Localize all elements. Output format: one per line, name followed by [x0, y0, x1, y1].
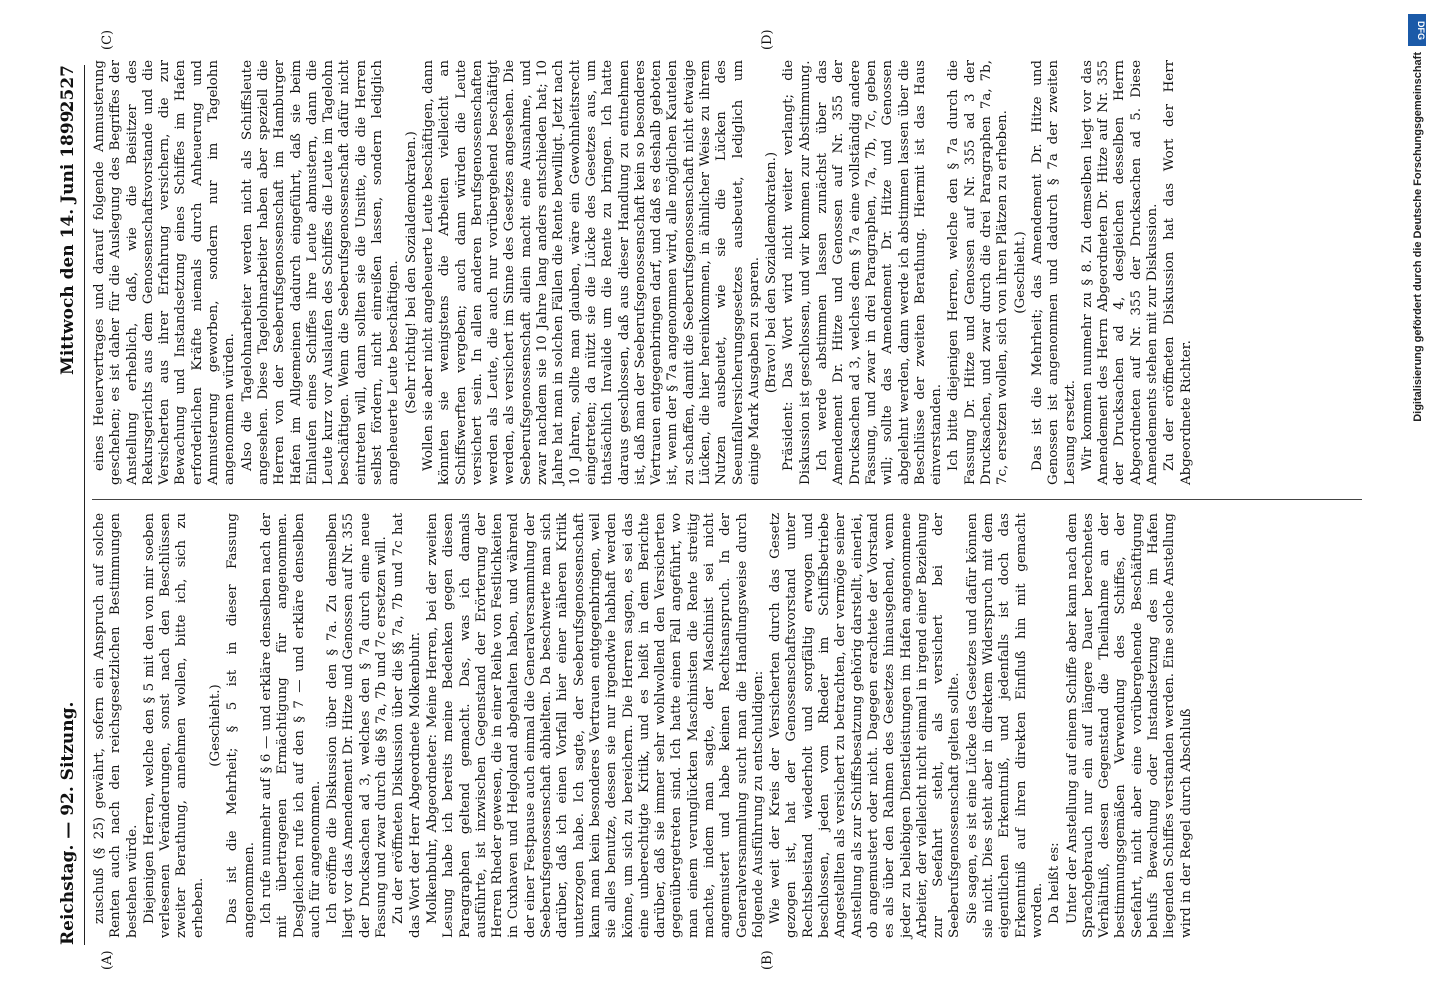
paragraph: Diejenigen Herren, welche den § 5 mit den von mir soeben verlesenen Veränderungen, sonst nach den Beschlüssen zweiter Berathung, annehmen wollen, bitte ich, sich zu erheben. — [141, 513, 206, 938]
paragraph: Also die Tagelohnarbeiter werden nicht als Schiffsleute angesehen. Diese Tagelohnarbeiter haben aber speziell die Herren von der Seeberufsgenossenschaft im Hamburger Hafen im Allgemeinen dadurch eingeführt, daß sie beim Einlaufen eines Schiffes ihre Leute abmustern, dann die Leute kurz vor Auslaufen des Schiffes die Leute im Tagelohn beschäftigen. Wenn die Seeberufsgenossenschaft dafür nicht eintreten will, dann sollten sie die Unsitte, die die Herren selbst fördern, nicht einreißen lassen, sondern lediglich angeheuerte Leute beschäftigen. — [239, 60, 402, 485]
quotation: Unter der Anstellung auf einem Schiffe aber kann nach dem Sprachgebrauch nur ein auf längere Dauer berechnetes Verhältniß, dessen Gegenstand die Theilnahme an der bestimmungsgemäßen Verwendung des Schiffes, der Seefahrt, nicht aber eine vorübergehende Beschäftigung behufs Bewachung oder Instandsetzung des im Hafen liegenden Schiffes verstanden werden. Eine solche Anstellung wird in der Regel durch Abschluß — [1064, 513, 1194, 938]
president-speech: Präsident: Das Wort wird nicht weiter verlangt; die Diskussion ist geschlossen, und wir kommen zur Abstimmung. — [781, 60, 813, 485]
dfg-logo: DFG — [1408, 14, 1426, 46]
stage-direction: (Geschieht.) — [1012, 231, 1028, 314]
margin-marker-b: (B) — [760, 950, 775, 970]
paragraph: Wir kommen nunmehr zu § 8. Zu demselben liegt vor das Amendement des Herrn Abgeordneten Dr. Hitze auf Nr. 355 der Drucksachen ad 4, desgleichen desselben Herrn Abgeordneten auf Nr. 355 der Drucksachen ad 5. Diese Amendements stehen mit zur Diskussion. — [1079, 60, 1160, 485]
quotation: Wie weit der Kreis der Versicherten durch das Gesetz gezogen ist, hat der Genossenschaftsvorstand unter Rechtsbeistand wiederholt und sorgfältig erwogen und beschlossen, jeden vom Rheder im Schiffsbetriebe Angestellten als versichert zu betrachten, der vermöge seiner Anstellung als zur Schiffsbesatzung gehörig darstellt, einerlei, ob angemustert oder nicht. Dagegen erachtete der Vorstand es als über den Rahmen des Gesetzes hinausgehend, wenn jeder zu beliebigen Dienstleistungen im Hafen angenommene Arbeiter, der vielleicht nicht einmal in irgend einer Beziehung zur Seefahrt steht, als versichert bei der Seeberufsgenossenschaft gelten sollte. — [768, 513, 963, 938]
header-page-number: 2527 — [58, 65, 78, 113]
header-session: Reichstag. — 92. Sitzung. — [58, 701, 78, 945]
column-divider — [92, 499, 1362, 500]
paragraph: Zu der eröffneten Diskussion über die §§ 7a, 7b und 7c hat das Wort der Herr Abgeordnete Molkenbuhr. — [391, 513, 423, 938]
paragraph: Sie sagen, es ist eine Lücke des Gesetzes und dafür können sie nicht. Dies steht aber in direktem Widerspruch mit dem eigentlichen Erkenntniß, und jedenfalls ist doch das Erkenntniß auf ihren direkten Einfluß hin mit gemacht worden. — [964, 513, 1045, 938]
paragraph: Ich eröffne die Diskussion über den § 7a. Zu demselben liegt vor das Amendement Dr. Hitze und Genossen auf Nr. 355 der Drucksachen ad 3, welches den § 7a durch eine neue Fassung und zwar durch die §§ 7a, 7b und 7c ersetzen will. — [325, 513, 390, 938]
paragraph: zuschuß (§ 25) gewährt, sofern ein Anspruch auf solche Renten auch nach den reichsgesetzlichen Bestimmungen bestehen würde. — [92, 513, 140, 938]
digitization-credit — [1406, 6, 1426, 996]
paragraph: Da heißt es: — [1047, 842, 1063, 924]
page-header — [58, 65, 80, 945]
right-column — [92, 60, 1196, 485]
header-date: Mittwoch den 14. Juni 1899. — [58, 104, 78, 375]
stage-direction: (Bravo! bei den Sozialdemokraten.) — [764, 151, 780, 394]
paragraph: Ich rufe nunmehr auf § 6 — und erkläre denselben nach der mit übertragenen Ermächtigung für angenommen. Desgleichen rufe ich auf den § 7 — und erkläre denselben auch für angenommen. — [258, 513, 323, 938]
margin-marker-d: (D) — [760, 29, 775, 50]
speech-molkenbuhr: Molkenbuhr, Abgeordneter: Meine Herren, bei der zweiten Lesung habe ich bereits meine Bedenken gegen diesen Paragraphen geltend gemacht. Das, was ich damals ausführte, ist inzwischen Gegenstand der Erörterung der Herren Rheder gewesen, die in einer Reihe von Festlichkeiten in Cuxhaven und Helgoland abgehalten haben, und während der einer Festpause auch einmal die Generalversammlung der Seeberufsgenossenschaft abhielten. Da beschwerte man sich darüber, daß ich einen Vorfall hier einer näheren Kritik unterzogen habe. Ich sagte, der Seeberufsgenossenschaft kann man kein besonderes Vertrauen entgegenbringen, weil sie alles benutze, dessen sie nur irgendwie habhaft werden könne, um sich zu bereichern. Die Herren sagen, es sei das eine unberechtigte Kritik, und es heißt in dem Berichte darüber, daß sie immer sehr wohlwollend den Versicherten gegenübergetreten sind. Ich hatte einen Fall angeführt, wo man einem verunglückten Maschinisten die Rente streitig machte, indem man sagte, der Maschinist sei nicht angemustert und habe keinen Rechtsanspruch. In der Generalversammlung sucht man die Handlungsweise durch folgende Ausführung zu entschuldigen: — [424, 513, 766, 938]
margin-marker-c: (C) — [100, 29, 115, 50]
paragraph: Das ist die Mehrheit; § 5 ist in dieser Fassung angenommen. — [225, 513, 257, 938]
digitization-note: Digitalisierung gefördert durch die Deutsche Forschungsgemeinschaft — [1412, 52, 1424, 422]
margin-marker-a: (A) — [100, 950, 115, 970]
paragraph: Wollen sie aber nicht angeheuerte Leute beschäftigen, dann könnten sie wenigstens die Arbeiten vielleicht an Schiffswerften vergeben; auch dann würden die Leute versichert sein. In allen anderen Berufsgenossenschaften werden als Leute, die auch nur vorübergehend beschäftigt werden, als versichert im Sinne des Gesetzes angesehen. Die Seeberufsgenossenschaft allein macht eine Ausnahme, und zwar nachdem sie 10 Jahre lang anders entschieden hat; 10 Jahre hat man in solchen Fällen die Rente bewilligt. Jetzt nach 10 Jahren, sollte man glauben, wäre ein Gewohnheitsrecht eingetreten; da nützt sie die Lücke des Gesetzes aus, um thatsächlich Invalide um die Rente zu bringen. Ich hatte daraus geschlossen, daß aus dieser Handlung zu entnehmen ist, daß man der Seeberufsgenossenschaft kein so besonderes Vertrauen entgegenbringen darf, und daß es deshalb geboten ist, wenn der § 7a angenommen wird, alle möglichen Kautelen zu schaffen, damit die Seeberufsgenossenschaft nicht etwaige Lücken, die hier hereinkommen, in ähnlicher Weise zu ihrem Nutzen ausbeutet, wie sie die Lücken des Seeunfallversicherungsgesetzes ausbeutet, lediglich um einige Mark Ausgaben zu sparen. — [420, 60, 762, 485]
paragraph: Ich werde abstimmen lassen zunächst über das Amendement Dr. Hitze und Genossen auf Nr. 355 der Drucksachen ad 3, welches dem § 7a eine vollständig andere Fassung, und zwar in drei Paragraphen, 7a, 7b, 7c, geben will; sollte das Amendement Dr. Hitze und Genossen abgelehnt werden, dann werde ich abstimmen lassen über die Beschlüsse der zweiten Berathung. Hiermit ist das Haus einverstanden. — [815, 60, 945, 485]
stage-direction: (Geschieht.) — [208, 684, 224, 767]
paragraph: Das ist die Mehrheit; das Amendement Dr. Hitze und Genossen ist angenommen und dadurch § 7a der zweiten Lesung ersetzt. — [1029, 60, 1078, 485]
stage-direction: (Sehr richtig! bei den Sozialdemokraten.) — [403, 131, 419, 414]
left-column — [92, 513, 1196, 938]
paragraph: Ich bitte diejenigen Herren, welche den § 7a durch die Fassung Dr. Hitze und Genossen auf Nr. 355 ad 3 der Drucksachen, und zwar durch die drei Paragraphen 7a, 7b, 7c, ersetzen wollen, sich von ihren Plätzen zu erheben. — [946, 60, 1011, 485]
paragraph: Zu der eröffneten Diskussion hat das Wort der Herr Abgeordnete Richter. — [1162, 60, 1194, 485]
header-rule — [84, 65, 85, 945]
quotation: eines Heuervertrages und darauf folgende Anmusterung geschehen; es ist daher für die Auslegung des Begriffes der Anstellung erheblich, daß, wie die Beisitzer des Rekursgerichts aus dem Genossenschaftsvorstande und die Versicherten aus ihrer Erfahrung versichern, die zur Bewachung und Instandsetzung eines Schiffes im Hafen erforderlichen Kräfte niemals durch Anheuerung und Anmusterung geworben, sondern nur im Tagelohn angenommen würden. — [92, 60, 238, 485]
